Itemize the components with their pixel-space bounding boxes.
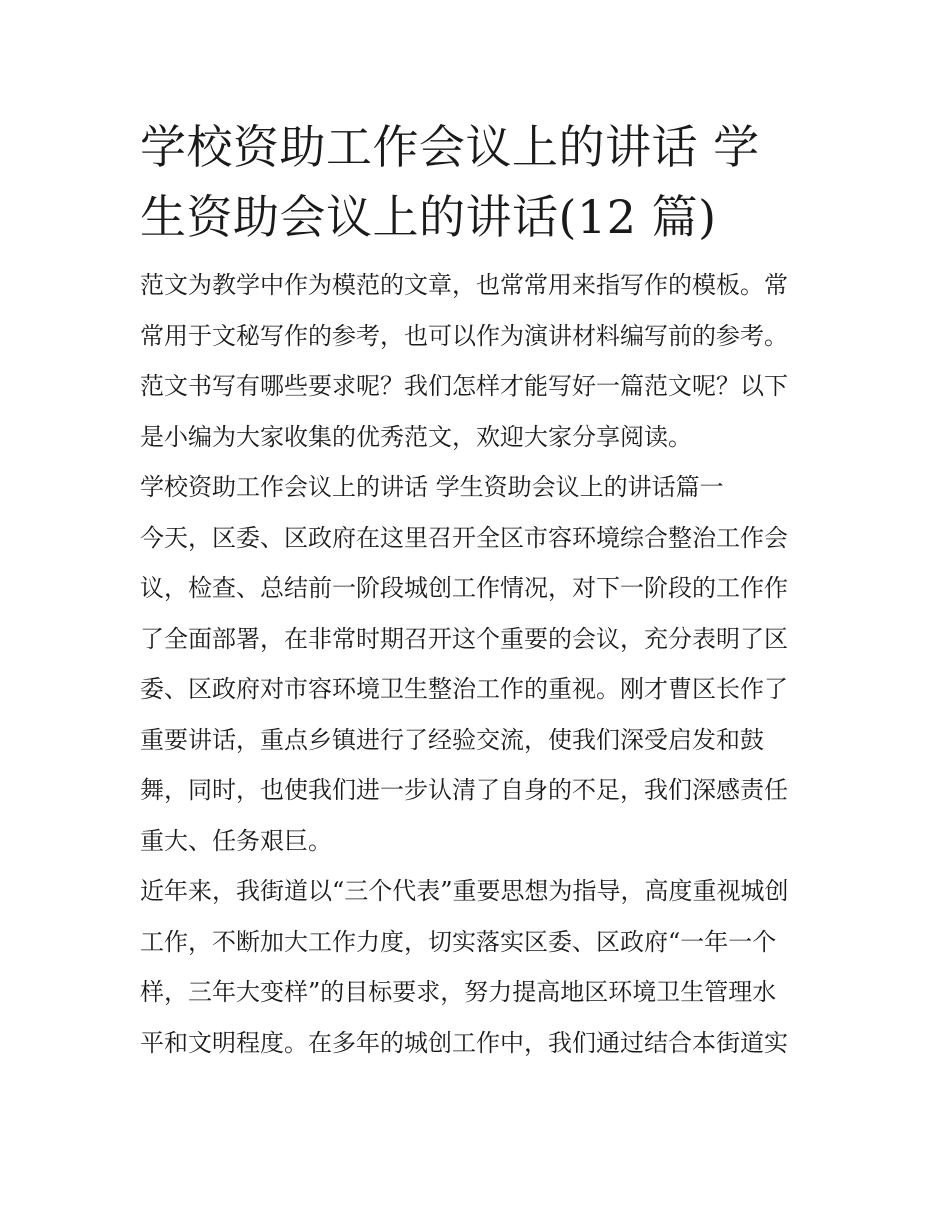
document-title <box>140 112 812 252</box>
intro-line: 是小编为大家收集的优秀范文，欢迎大家分享阅读。 <box>140 422 692 451</box>
paragraph-line: 样，三年大变样”的目标要求，努力提高地区环境卫生管理水 <box>140 978 777 1006</box>
intro-line: 范文书写有哪些要求呢？我们怎样才能写好一篇范文呢？以下 <box>140 372 788 400</box>
paragraph-line: 了全面部署，在非常时期召开这个重要的会议，充分表明了区 <box>140 624 788 653</box>
paragraph-line: 舞，同时，也使我们进一步认清了自身的不足，我们深感责任 <box>140 776 788 804</box>
intro-line: 常用于文秘写作的参考，也可以作为演讲材料编写前的参考。 <box>140 321 788 350</box>
paragraph-line: 重大、任务艰巨。 <box>140 826 332 855</box>
paragraph-line: 平和文明程度。在多年的城创工作中，我们通过结合本街道实 <box>140 1028 788 1057</box>
paragraph-line: 重要讲话，重点乡镇进行了经验交流，使我们深受启发和鼓 <box>140 725 764 754</box>
section-heading: 学校资助工作会议上的讲话 学生资助会议上的讲话篇一 <box>140 473 724 501</box>
title-line: 学校资助工作会议上的讲话 学 <box>140 120 760 174</box>
paragraph-line: 工作，不断加大工作力度，切实落实区委、区政府“一年一个 <box>140 927 777 956</box>
intro-line: 范文为教学中作为模范的文章，也常常用来指写作的模板。常 <box>140 271 788 299</box>
paragraph-line: 委、区政府对市容环境卫生整治工作的重视。刚才曹区长作了 <box>140 675 788 703</box>
title-line: 生资助会议上的讲话(12 篇) <box>140 190 717 244</box>
paragraph-line: 今天，区委、区政府在这里召开全区市容环境综合整治工作会 <box>140 523 788 552</box>
paragraph-line: 近年来，我街道以“三个代表”重要思想为指导，高度重视城创 <box>140 877 789 905</box>
document-body <box>140 260 812 1068</box>
paragraph-line: 议，检查、总结前一阶段城创工作情况，对下一阶段的工作作 <box>140 574 788 602</box>
document-content <box>140 112 812 1068</box>
